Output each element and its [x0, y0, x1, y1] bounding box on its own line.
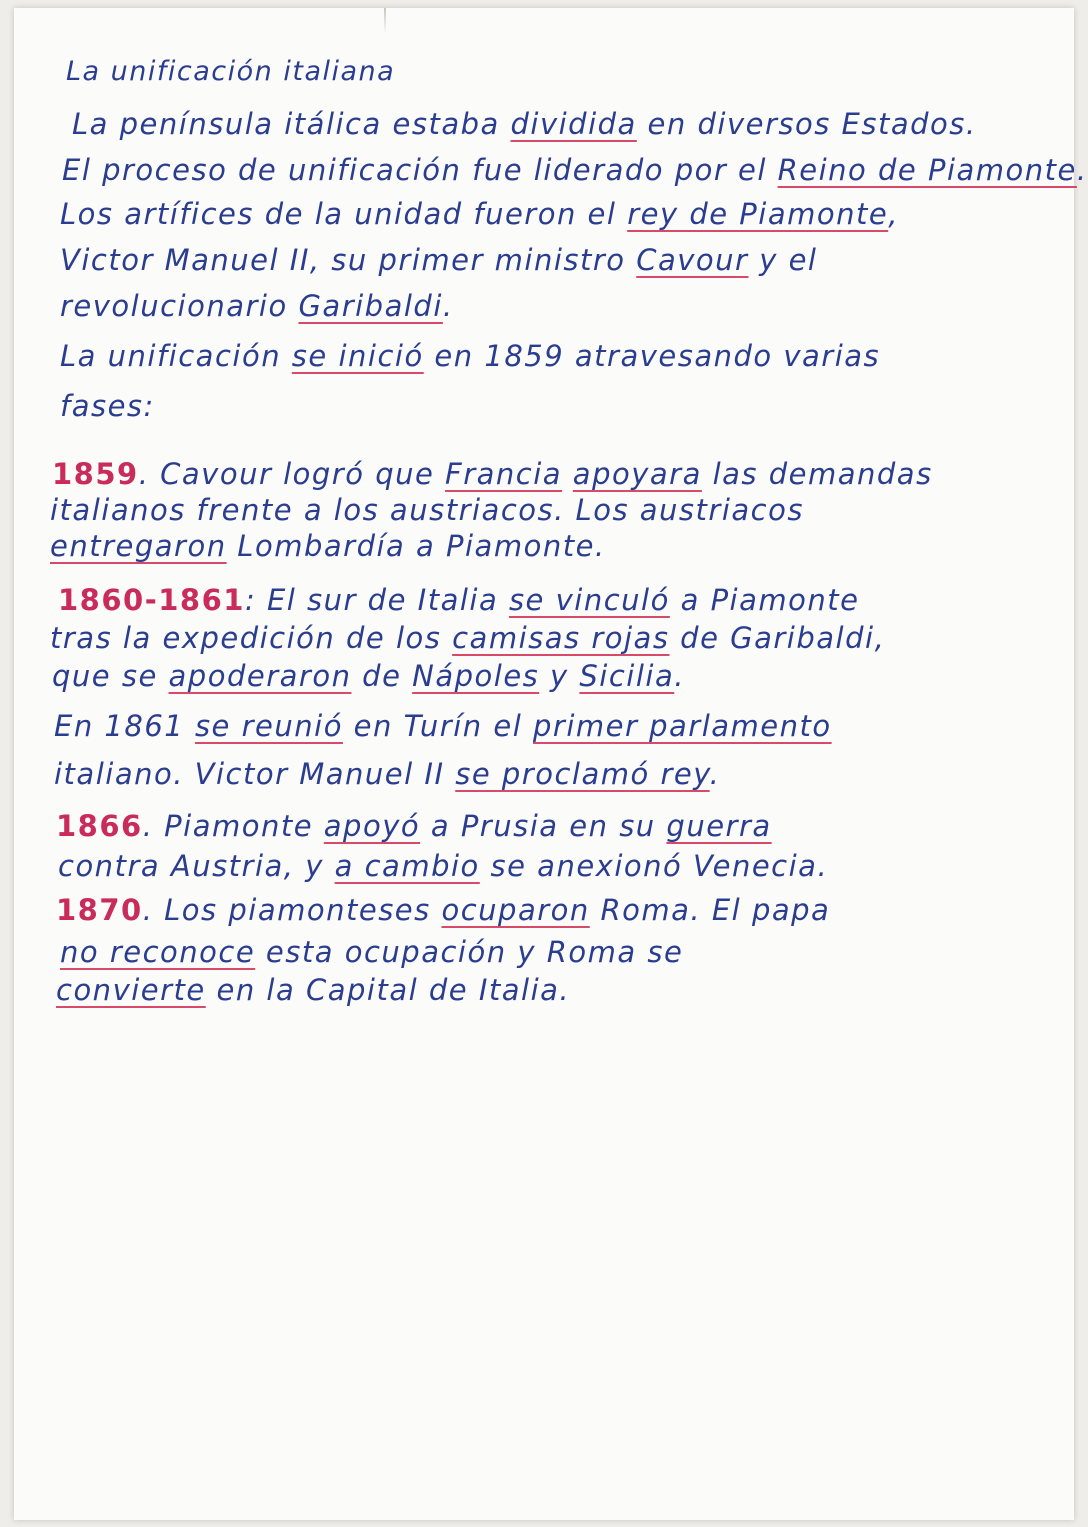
date-label: 1860-1861 — [58, 583, 245, 617]
note-text: en la Capital de Italia. — [205, 973, 571, 1007]
underlined-term: se inició — [291, 339, 424, 373]
note-text: italianos frente a los austriacos. Los austriacos — [50, 493, 804, 527]
phase-line — [50, 490, 804, 530]
phase-line — [52, 656, 685, 696]
note-text: . — [442, 289, 454, 323]
note-text: . — [709, 757, 721, 791]
note-text: a Prusia en su — [420, 809, 667, 843]
underlined-term: Sicilia — [579, 659, 675, 693]
note-text: . Los piamonteses — [142, 893, 442, 927]
underlined-term: Garibaldi — [298, 289, 443, 323]
note-text: tras la expedición de los — [50, 621, 453, 655]
underlined-term: convierte — [56, 973, 206, 1007]
underlined-term: rey de Piamonte — [627, 197, 889, 231]
note-text: La unificación — [60, 339, 292, 373]
phase-line — [60, 932, 683, 972]
notebook-page — [14, 8, 1088, 1520]
note-text: El proceso de unificación fue liderado por el — [62, 153, 778, 187]
date-label: 1870 — [56, 893, 143, 927]
underlined-term: Reino de Piamonte — [777, 153, 1077, 187]
underlined-term: apoyara — [572, 457, 702, 491]
underlined-term: se vinculó — [508, 583, 670, 617]
page-title: La unificación italiana — [66, 56, 396, 87]
note-text: las demandas — [701, 457, 933, 491]
note-text: Lombardía a Piamonte. — [226, 529, 606, 563]
phase-line — [54, 706, 832, 746]
underlined-term: Francia — [445, 457, 563, 491]
note-text: . Cavour logró que — [138, 457, 446, 491]
underlined-term: primer parlamento — [532, 709, 832, 743]
note-text: , — [888, 197, 899, 231]
underlined-term: se reunió — [194, 709, 343, 743]
underlined-term: apoderaron — [168, 659, 352, 693]
phase-line — [56, 890, 830, 930]
note-text: . Piamonte — [142, 809, 324, 843]
note-text: esta ocupación y Roma se — [255, 935, 684, 969]
note-text: . — [674, 659, 685, 693]
intro-line — [60, 194, 899, 234]
note-text: en Turín el — [342, 709, 533, 743]
note-text: y — [539, 659, 580, 693]
note-text: italiano. Victor Manuel II — [54, 757, 456, 791]
note-text: . — [1076, 153, 1088, 187]
note-text: En 1861 — [54, 709, 195, 743]
phase-line — [52, 454, 933, 494]
underlined-term: guerra — [666, 809, 772, 843]
note-text: Roma. El papa — [589, 893, 831, 927]
underlined-term: a cambio — [334, 849, 480, 883]
note-text: contra Austria, y — [58, 849, 335, 883]
note-text: La península itálica estaba — [72, 107, 511, 141]
phase-line — [58, 580, 859, 620]
note-text: Victor Manuel II, su primer ministro — [60, 243, 637, 277]
underlined-term: Nápoles — [412, 659, 540, 693]
underlined-term: dividida — [510, 107, 637, 141]
underlined-term: Cavour — [636, 243, 749, 277]
handwritten-notes — [14, 8, 1088, 1520]
date-label: 1859 — [52, 457, 139, 491]
note-text: fases: — [60, 389, 155, 423]
underlined-term: se proclamó rey — [455, 757, 710, 791]
note-text: se anexionó Venecia. — [479, 849, 829, 883]
intro-line — [62, 150, 1088, 190]
note-text: en 1859 atravesando varias — [423, 339, 881, 373]
note-text: revolucionario — [60, 289, 299, 323]
phase-line — [50, 526, 606, 566]
note-text: de Garibaldi, — [669, 621, 886, 655]
date-label: 1866 — [56, 809, 143, 843]
note-text: y el — [748, 243, 818, 277]
note-text — [562, 457, 573, 491]
intro-line — [72, 104, 977, 144]
underlined-term: camisas rojas — [452, 621, 670, 655]
note-text: : El sur de Italia — [244, 583, 509, 617]
phase-line — [58, 846, 828, 886]
intro-line — [60, 286, 454, 326]
note-text: a Piamonte — [669, 583, 860, 617]
phase-line — [56, 970, 570, 1010]
phase-line — [56, 806, 772, 846]
phase-line — [50, 618, 885, 658]
underlined-term: no reconoce — [60, 935, 256, 969]
note-text: Los artífices de la unidad fueron el — [60, 197, 628, 231]
underlined-term: apoyó — [323, 809, 421, 843]
note-text: en diversos Estados. — [636, 107, 977, 141]
intro-line — [60, 386, 155, 426]
underlined-term: ocuparon — [441, 893, 590, 927]
underlined-term: entregaron — [50, 529, 227, 563]
phase-line — [54, 754, 720, 794]
intro-line — [60, 240, 817, 280]
intro-line — [60, 336, 880, 376]
note-text: de — [351, 659, 413, 693]
note-text: que se — [52, 659, 169, 693]
